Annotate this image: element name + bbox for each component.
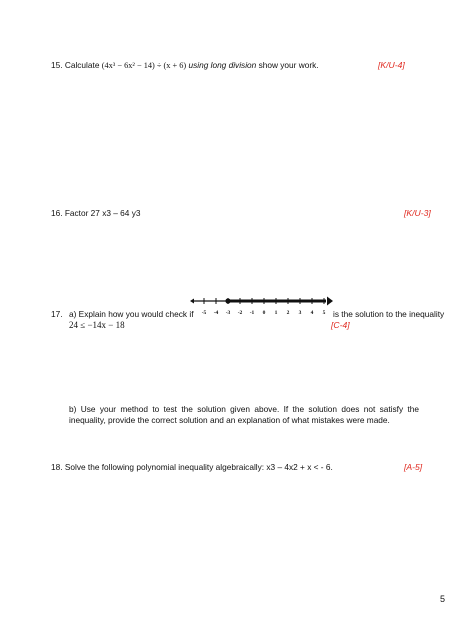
number-line-arrow-left xyxy=(190,299,194,304)
number-line-arrow-right xyxy=(327,297,333,306)
number-line xyxy=(190,292,336,318)
number-line-tick-label: 0 xyxy=(262,310,266,316)
q17-part-a-prefix: a) Explain how you would check if xyxy=(69,309,194,319)
q17-mark: [C-4] xyxy=(331,320,350,330)
q15-suffix: show your work. xyxy=(258,60,319,70)
q18-mark: [A-5] xyxy=(404,462,423,472)
number-line-tick-label: 3 xyxy=(298,310,302,316)
question-16: 16. Factor 27 x3 – 64 y3 xyxy=(51,208,141,218)
q15-mark: [K/U-4] xyxy=(378,60,405,70)
question-18: 18. Solve the following polynomial inequality algebraically: x3 – 4x2 + x < - 6. xyxy=(51,462,333,472)
number-line-tick-label: 1 xyxy=(274,310,278,316)
number-line-tick-label: 2 xyxy=(286,310,290,316)
q17-part-b: b) Use your method to test the solution given above. If the solution does not satisfy the inequality, provide the correct solution and an explanation of what mistakes were made. xyxy=(69,404,419,425)
q17-inequality: 24 ≤ −14x − 18 xyxy=(69,320,125,330)
number-line-tick-label: 5 xyxy=(322,310,326,316)
q15-label: 15. Calculate xyxy=(51,60,100,70)
number-line-tick-label: -2 xyxy=(237,310,243,316)
q17-part-a-suffix: is the solution to the inequality xyxy=(333,309,445,319)
number-line-tick-label: -1 xyxy=(249,310,255,316)
q15-expression: (4x³ − 6x² − 14) ÷ (x + 6) xyxy=(101,61,187,70)
page-number: 5 xyxy=(440,594,446,604)
question-17-number: 17. xyxy=(51,309,63,319)
q15-method: using long division xyxy=(188,60,257,70)
number-line-tick-label: 4 xyxy=(310,310,314,316)
number-line-tick-label: -3 xyxy=(225,310,231,316)
number-line-tick-label: -4 xyxy=(213,310,219,316)
number-line-tick-label: -5 xyxy=(201,310,207,316)
question-15 xyxy=(51,60,319,70)
q16-mark: [K/U-3] xyxy=(404,208,431,218)
